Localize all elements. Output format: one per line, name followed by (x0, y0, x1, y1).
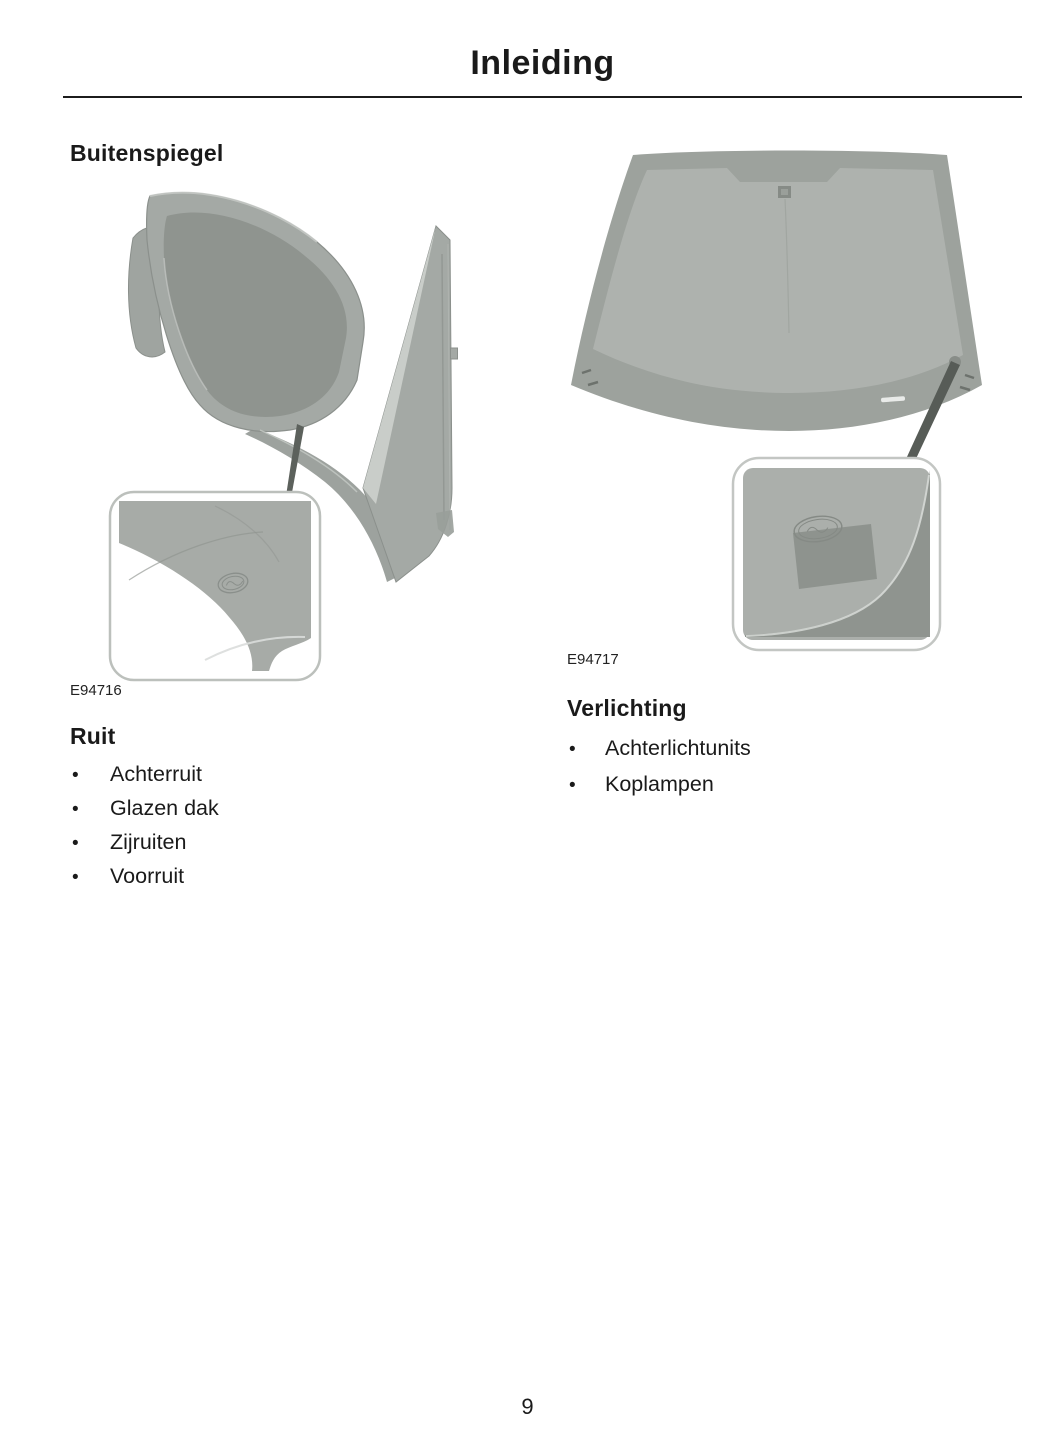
bullet-glyph: • (72, 833, 79, 854)
bullet-glyph: • (569, 739, 576, 760)
list-item (72, 860, 219, 894)
ruit-list (72, 758, 219, 894)
list-item (569, 731, 751, 767)
verlichting-list (569, 731, 751, 803)
figure-label-mirror: E94716 (70, 682, 122, 699)
header-divider (63, 96, 1022, 98)
windshield-glass (593, 168, 963, 393)
mirror-illustration (105, 190, 465, 685)
page-number: 9 (521, 1394, 534, 1419)
list-item-label: Glazen dak (110, 796, 219, 820)
callout-sticker (793, 524, 877, 589)
list-item-label: Koplampen (605, 772, 714, 796)
callout-windshield-corner (743, 468, 930, 640)
list-item-label: Voorruit (110, 864, 185, 888)
list-item (72, 792, 219, 826)
bullet-glyph: • (72, 765, 79, 786)
list-item-label: Zijruiten (110, 830, 187, 854)
list-item-label: Achterruit (110, 762, 203, 786)
section-heading-verlichting: Verlichting (567, 695, 687, 721)
list-item (569, 767, 751, 803)
windshield-illustration (565, 145, 1005, 655)
bullet-glyph: • (569, 775, 576, 796)
section-heading-buitenspiegel: Buitenspiegel (70, 140, 224, 166)
door-bracket-nub (451, 348, 458, 359)
list-item (72, 758, 219, 792)
mirror-mount-square-inner (781, 189, 788, 195)
list-item (72, 826, 219, 860)
section-heading-ruit: Ruit (70, 723, 116, 749)
bullet-glyph: • (72, 867, 79, 888)
page-title: Inleiding (470, 44, 615, 82)
list-item-label: Achterlichtunits (605, 736, 751, 760)
figure-label-windshield: E94717 (567, 651, 619, 668)
bullet-glyph: • (72, 799, 79, 820)
